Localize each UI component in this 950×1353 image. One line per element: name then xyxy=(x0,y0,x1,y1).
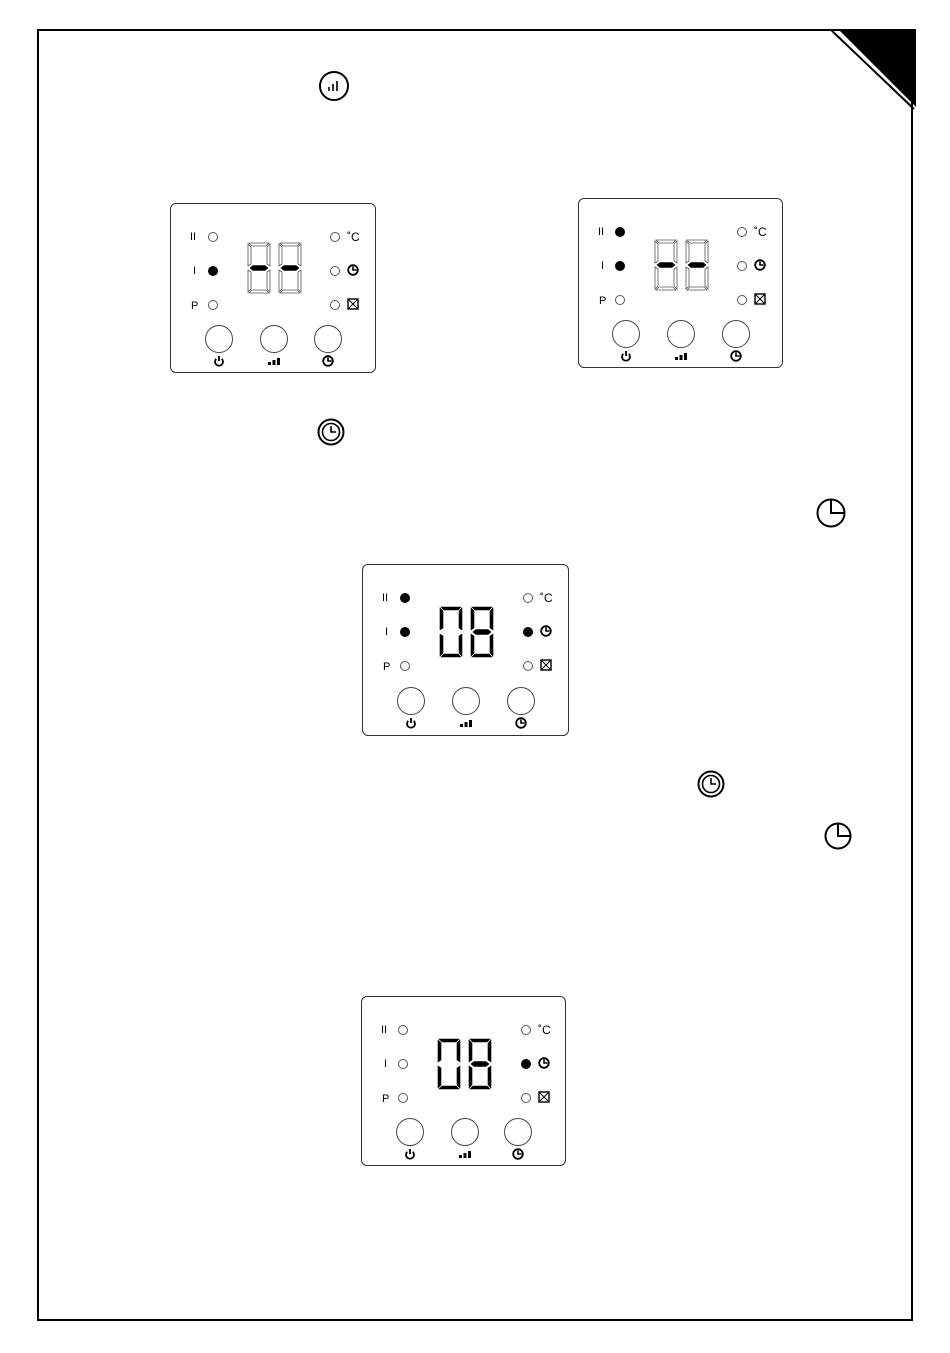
segment-a xyxy=(280,243,300,246)
low-indicator-led xyxy=(208,266,218,276)
segment-a xyxy=(687,240,707,243)
fan-speed-button[interactable] xyxy=(451,1118,479,1146)
level-high-label: II xyxy=(598,226,605,238)
segment-g xyxy=(471,1062,489,1067)
segment-f xyxy=(686,241,689,263)
timer-icon xyxy=(730,350,742,362)
window-open-icon xyxy=(538,1091,550,1103)
segment-d xyxy=(280,290,300,293)
segment-b xyxy=(488,1040,491,1062)
power-button[interactable] xyxy=(397,687,425,715)
control-panel-4 xyxy=(361,996,566,1166)
segment-f xyxy=(471,608,474,630)
level-high-label: II xyxy=(381,1024,388,1036)
high-indicator-led xyxy=(400,593,410,603)
control-panel-3 xyxy=(362,564,569,736)
segment-f xyxy=(279,244,282,266)
seven-segment-display xyxy=(433,1035,495,1093)
segment-a xyxy=(470,1039,490,1042)
segment-e xyxy=(440,634,443,656)
timer-icon xyxy=(540,625,552,637)
seven-segment-display xyxy=(243,239,305,297)
segment-g xyxy=(281,266,299,271)
segment-d xyxy=(441,654,461,657)
high-indicator-led xyxy=(615,227,625,237)
level-p-label: P xyxy=(599,295,607,307)
level-p-label: P xyxy=(382,1093,390,1105)
segment-b xyxy=(267,244,270,266)
segment-a xyxy=(441,607,461,610)
segment-g xyxy=(473,630,491,635)
timer-indicator-led xyxy=(523,627,533,637)
segment-a xyxy=(656,240,676,243)
power-icon xyxy=(404,1148,416,1160)
celsius-label: ˚C xyxy=(754,225,767,239)
timer-indicator-led xyxy=(330,266,340,276)
celsius-label: ˚C xyxy=(538,1023,551,1037)
segment-g xyxy=(250,266,268,271)
power-button[interactable] xyxy=(612,320,640,348)
window-indicator-led xyxy=(330,300,340,310)
segment-d xyxy=(656,287,676,290)
segment-e xyxy=(438,1066,441,1088)
segment-e xyxy=(469,1066,472,1088)
segment-f xyxy=(469,1040,472,1062)
segment-d xyxy=(249,290,269,293)
timer-icon xyxy=(754,259,766,271)
p-indicator-led xyxy=(208,300,218,310)
segment-d xyxy=(439,1086,459,1089)
segment-b xyxy=(457,1040,460,1062)
window-open-icon xyxy=(347,298,359,310)
power-icon xyxy=(405,717,417,729)
segment-f xyxy=(438,1040,441,1062)
level-high-label: II xyxy=(190,231,197,243)
segment-f xyxy=(248,244,251,266)
low-indicator-led xyxy=(398,1059,408,1069)
timer-icon xyxy=(347,264,359,276)
segment-c xyxy=(457,1066,460,1088)
fan-speed-icon xyxy=(267,356,281,366)
control-panel-2 xyxy=(578,198,783,368)
timer-indicator-led xyxy=(521,1059,531,1069)
segment-g xyxy=(657,263,675,268)
segment-e xyxy=(686,267,689,289)
low-indicator-led xyxy=(400,627,410,637)
fan-speed-icon xyxy=(458,1149,472,1159)
timer-button[interactable] xyxy=(722,320,750,348)
fan-speed-button[interactable] xyxy=(667,320,695,348)
level-low-label: I xyxy=(193,265,197,277)
corner-tab xyxy=(830,29,916,111)
p-indicator-led xyxy=(400,661,410,671)
level-high-label: II xyxy=(382,592,389,604)
control-panel-1 xyxy=(170,203,376,373)
timer-icon xyxy=(515,717,527,729)
segment-c xyxy=(298,270,301,292)
fan-speed-icon xyxy=(318,70,350,102)
level-p-label: P xyxy=(383,661,391,673)
power-icon xyxy=(620,350,632,362)
power-icon xyxy=(213,355,225,367)
timer-icon xyxy=(697,770,725,798)
level-low-label: I xyxy=(601,260,605,272)
segment-d xyxy=(470,1086,490,1089)
segment-c xyxy=(267,270,270,292)
window-indicator-led xyxy=(737,295,747,305)
segment-b xyxy=(490,608,493,630)
segment-b xyxy=(674,241,677,263)
segment-a xyxy=(439,1039,459,1042)
segment-a xyxy=(472,607,492,610)
celsius-label: ˚C xyxy=(540,591,553,605)
fan-speed-button[interactable] xyxy=(452,687,480,715)
window-open-icon xyxy=(754,293,766,305)
segment-b xyxy=(298,244,301,266)
timer-button[interactable] xyxy=(504,1118,532,1146)
power-button[interactable] xyxy=(205,325,233,353)
low-indicator-led xyxy=(615,261,625,271)
timer-icon xyxy=(317,418,345,446)
timer-indicator-led xyxy=(737,261,747,271)
timer-icon xyxy=(512,1148,524,1160)
segment-b xyxy=(459,608,462,630)
celsius-indicator-led xyxy=(330,232,340,242)
segment-c xyxy=(490,634,493,656)
segment-d xyxy=(472,654,492,657)
segment-c xyxy=(459,634,462,656)
timer-icon xyxy=(538,1057,550,1069)
fan-speed-button[interactable] xyxy=(260,325,288,353)
celsius-indicator-led xyxy=(523,593,533,603)
segment-d xyxy=(687,287,707,290)
level-p-label: P xyxy=(191,300,199,312)
celsius-label: ˚C xyxy=(347,230,360,244)
segment-f xyxy=(655,241,658,263)
segment-e xyxy=(279,270,282,292)
high-indicator-led xyxy=(398,1025,408,1035)
seven-segment-display xyxy=(435,603,497,661)
level-low-label: I xyxy=(384,1058,388,1070)
segment-g xyxy=(688,263,706,268)
segment-c xyxy=(674,267,677,289)
clock-icon xyxy=(823,821,853,851)
window-indicator-led xyxy=(521,1093,531,1103)
segment-b xyxy=(705,241,708,263)
segment-e xyxy=(655,267,658,289)
timer-button[interactable] xyxy=(507,687,535,715)
clock-icon xyxy=(815,497,847,529)
segment-c xyxy=(705,267,708,289)
segment-a xyxy=(249,243,269,246)
timer-icon xyxy=(322,355,334,367)
fan-speed-icon xyxy=(459,718,473,728)
level-low-label: I xyxy=(385,626,389,638)
high-indicator-led xyxy=(208,232,218,242)
seven-segment-display xyxy=(650,236,712,294)
fan-speed-icon xyxy=(674,351,688,361)
window-indicator-led xyxy=(523,661,533,671)
segment-c xyxy=(488,1066,491,1088)
celsius-indicator-led xyxy=(737,227,747,237)
segment-f xyxy=(440,608,443,630)
window-open-icon xyxy=(540,659,552,671)
segment-e xyxy=(471,634,474,656)
p-indicator-led xyxy=(615,295,625,305)
p-indicator-led xyxy=(398,1093,408,1103)
timer-button[interactable] xyxy=(314,325,342,353)
power-button[interactable] xyxy=(396,1118,424,1146)
celsius-indicator-led xyxy=(521,1025,531,1035)
segment-e xyxy=(248,270,251,292)
